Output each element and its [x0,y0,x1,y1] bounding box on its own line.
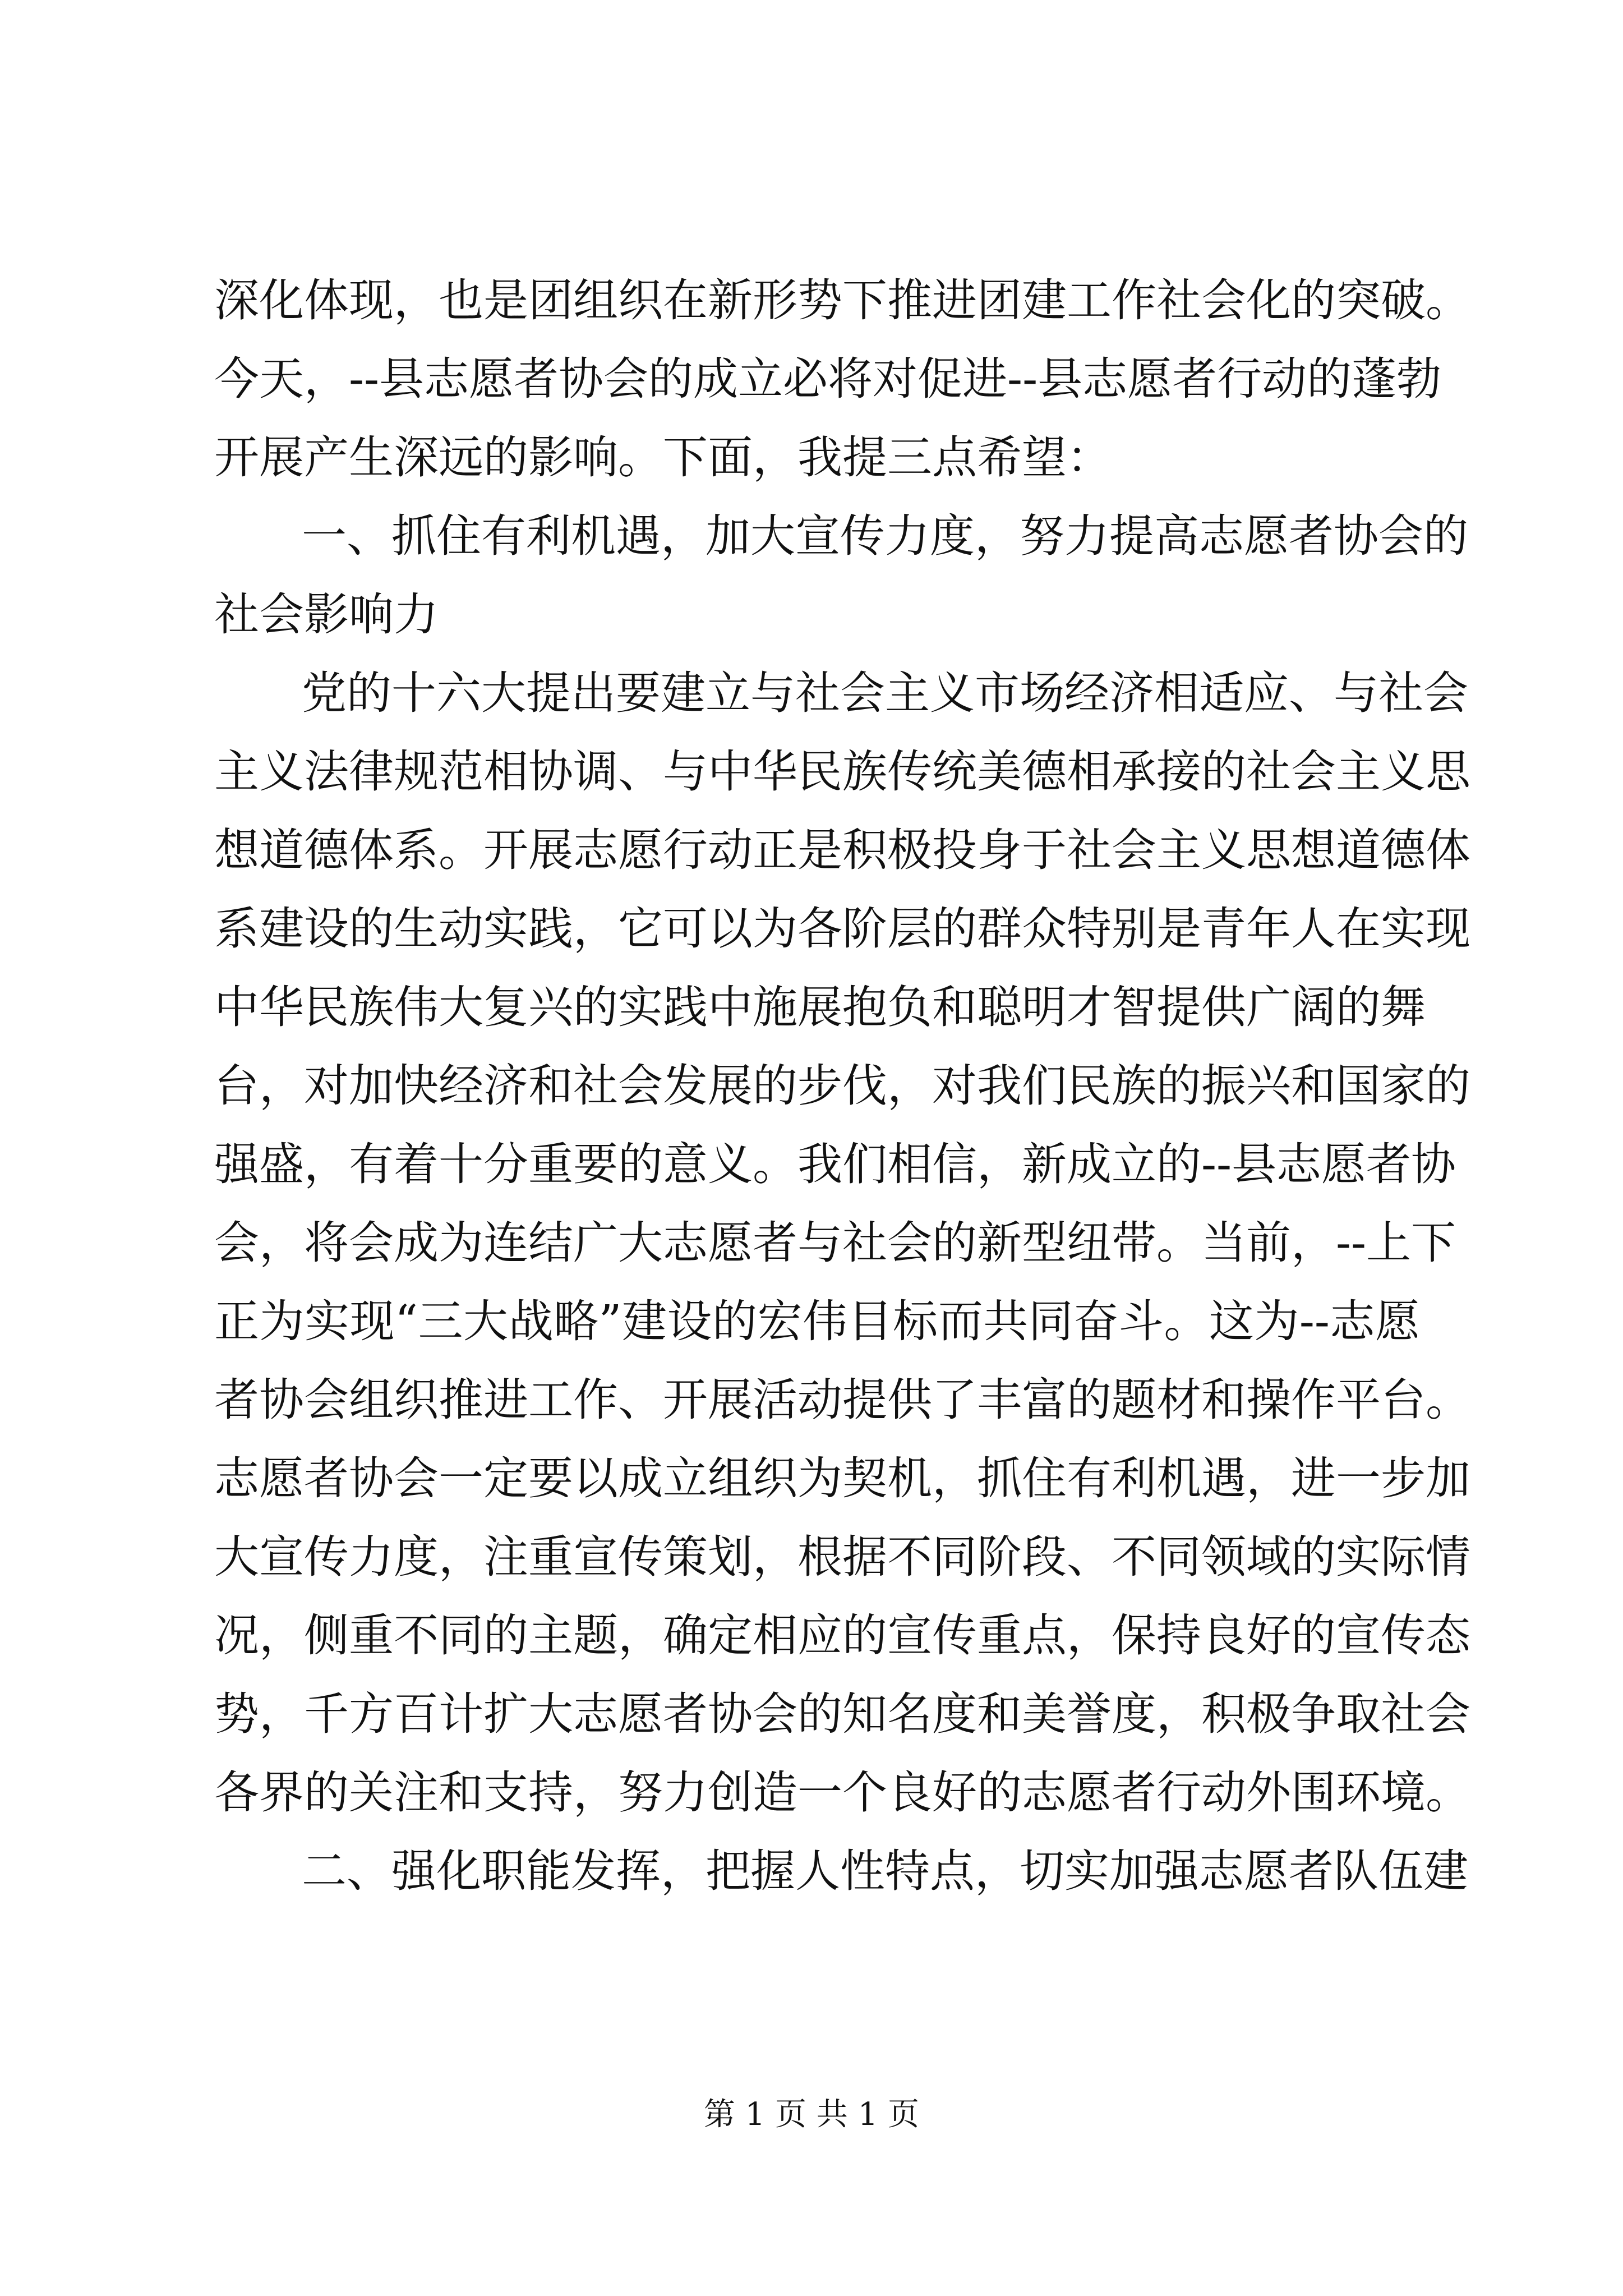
text-line: 今天，--县志愿者协会的成立必将对促进--县志愿者行动的蓬勃 [214,353,1442,405]
text-line: 志愿者协会一定要以成立组织为契机，抓住有利机遇，进一步加 [214,1452,1470,1504]
text-line: 者协会组织推进工作、开展活动提供了丰富的题材和操作平台。 [214,1374,1470,1426]
text-line: 况，侧重不同的主题，确定相应的宣传重点，保持良好的宣传态 [214,1609,1470,1662]
section-heading-line: 一、抓住有利机遇，加大宣传力度，努力提高志愿者协会的 [302,510,1468,562]
text-line: 主义法律规范相协调、与中华民族传统美德相承接的社会主义思 [214,746,1470,798]
text-line: 势，千方百计扩大志愿者协会的知名度和美誉度，积极争取社会 [214,1688,1470,1740]
page-number-footer: 第 1 页 共 1 页 [703,2096,920,2133]
section-heading-line: 社会影响力 [214,588,439,641]
text-line: 开展产生深远的影响。下面，我提三点希望： [214,431,1112,484]
text-line: 正为实现“三大战略”建设的宏伟目标而共同奋斗。这为--志愿 [214,1295,1420,1347]
text-line: 党的十六大提出要建立与社会主义市场经济相适应、与社会 [302,667,1468,719]
text-line: 系建设的生动实践，它可以为各阶层的群众特别是青年人在实现 [214,903,1470,955]
text-line: 台，对加快经济和社会发展的步伐，对我们民族的振兴和国家的 [214,1060,1470,1112]
text-line: 中华民族伟大复兴的实践中施展抱负和聪明才智提供广阔的舞 [214,981,1426,1033]
section-heading-line: 二、强化职能发挥，把握人性特点，切实加强志愿者队伍建 [302,1845,1468,1897]
text-line: 各界的关注和支持，努力创造一个良好的志愿者行动外围环境。 [214,1766,1470,1819]
document-body [214,261,1470,1911]
text-line: 强盛，有着十分重要的意义。我们相信，新成立的--县志愿者协 [214,1138,1456,1190]
text-line: 会，将会成为连结广大志愿者与社会的新型纽带。当前，--上下 [214,1217,1456,1269]
text-line: 想道德体系。开展志愿行动正是积极投身于社会主义思想道德体 [214,824,1470,876]
text-line: 深化体现，也是团组织在新形势下推进团建工作社会化的突破。 [214,274,1470,326]
text-line: 大宣传力度，注重宣传策划，根据不同阶段、不同领域的实际情 [214,1531,1470,1583]
